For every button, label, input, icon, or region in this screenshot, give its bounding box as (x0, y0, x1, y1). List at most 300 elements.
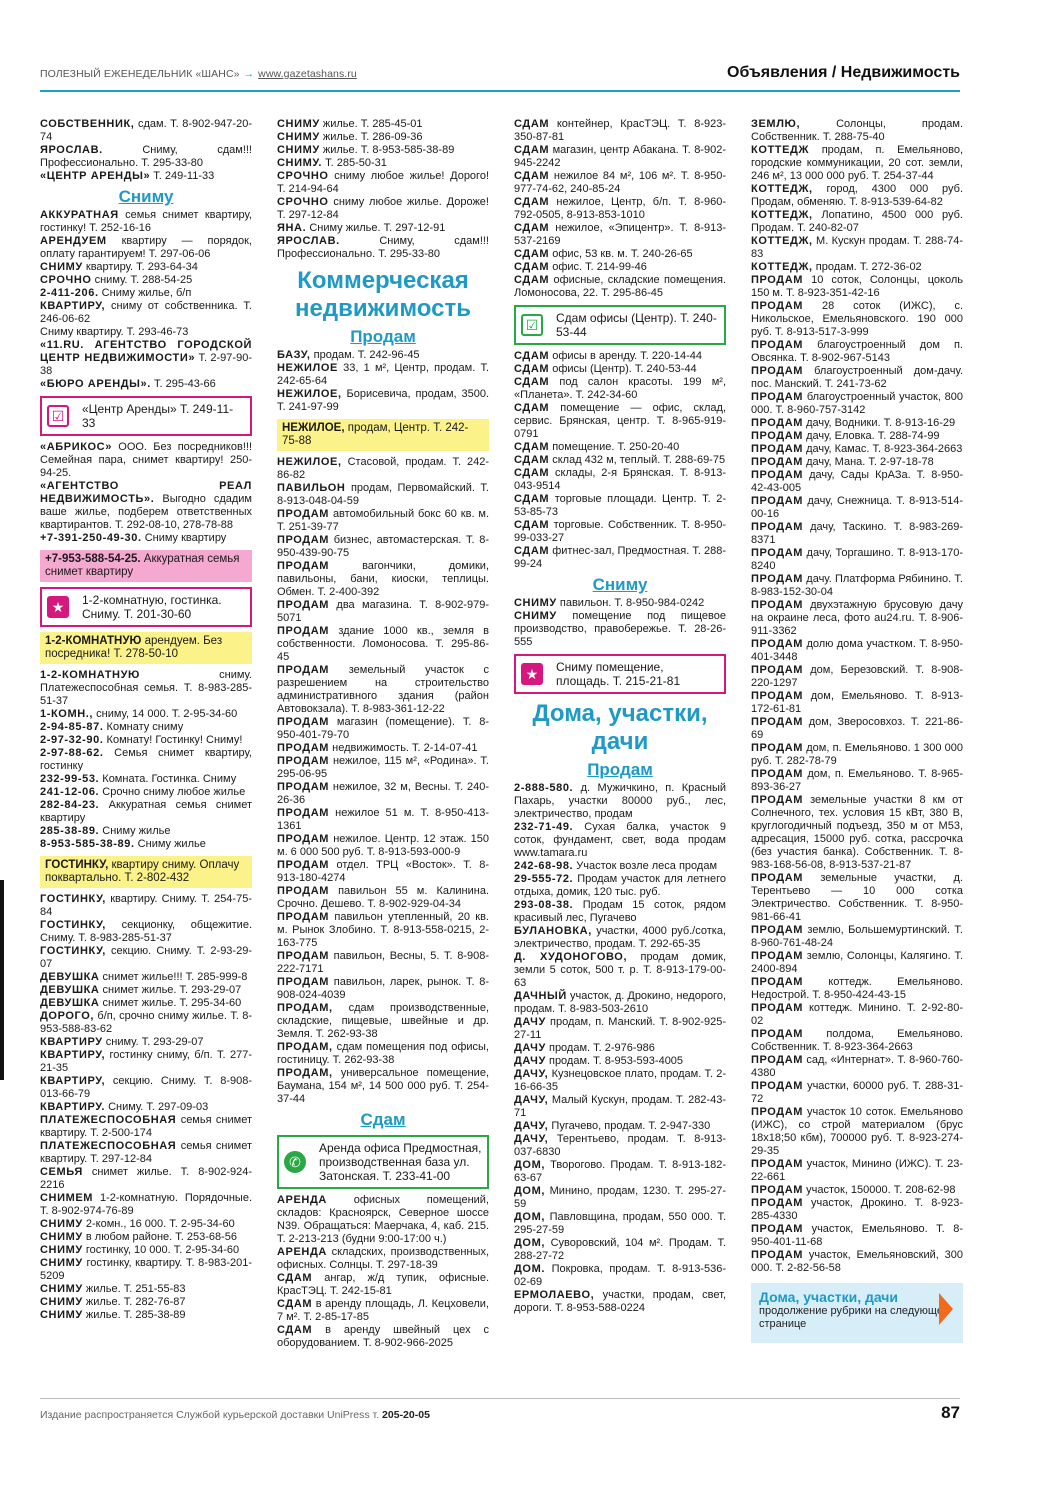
ad-text: дом, Емельяново. Т. 8-913-172-61-81 (751, 690, 963, 715)
ad-keyword: СНИМУ (277, 118, 320, 130)
ad-text: Стасовой, продам. Т. 242-86-82 (277, 456, 489, 481)
ad-text: сниму. Платежеспособная семья. Т. 8-983-285-51-37 (40, 669, 252, 707)
ad-text: павильон. Т. 8-950-984-0242 (559, 597, 705, 609)
ad-keyword: ПРОДАМ (277, 833, 330, 845)
ad-text: в аренду площадь, Л. Кецховели, 7 м². Т. 2-85-17-85 (277, 1298, 489, 1323)
classified-ad (751, 469, 963, 495)
ad-keyword: ДЕВУШКА (40, 971, 100, 983)
classified-ad (751, 664, 963, 690)
classified-ad (751, 300, 963, 339)
classified-ad (40, 1296, 252, 1309)
classified-ad (40, 669, 252, 708)
ad-keyword: ПРОДАМ (751, 1106, 804, 1118)
classified-ad (277, 1067, 489, 1106)
star-icon: ★ (47, 596, 69, 618)
ad-keyword: СРОЧНО (277, 196, 329, 208)
classified-ad (751, 1106, 963, 1158)
ad-keyword: АККУРАТНАЯ (40, 209, 119, 221)
classified-ad (277, 235, 489, 261)
ad-text: дачу, Мана. Т. 2-97-18-78 (806, 456, 934, 468)
ad-keyword: ПРОДАМ (277, 859, 330, 871)
classified-ad (514, 350, 726, 363)
ad-text: торговые. Собственник. Т. 8-950-99-033-27 (514, 519, 726, 544)
ad-keyword: СДАМ (514, 222, 550, 234)
classified-ad (514, 248, 726, 261)
ad-text: коттедж. Емельяново. Недострой. Т. 8-950-424-43-15 (751, 976, 963, 1001)
ad-text: жилье. Т. 286-09-36 (322, 131, 423, 143)
ad-text: павильон 55 м. Калинина. Срочно. Дешево. Т. 8-902-929-04-34 (277, 885, 489, 910)
framed-ad (40, 396, 252, 436)
ad-text: Суворовский, 104 м². Продам. Т. 288-27-72 (514, 1237, 726, 1262)
classified-ad (514, 610, 726, 649)
ad-text: нежилое, 32 м, Весны. Т. 240-26-36 (277, 781, 489, 806)
classified-ad (40, 838, 252, 851)
ad-keyword: 1-2-КОМНАТНУЮ (40, 669, 140, 681)
footer-distribution: Издание распространяется Службой курьерской доставки UniPress т. 205-20-05 (40, 1409, 430, 1421)
ad-text: б/п, срочно сниму жилье. Т. 8-953-588-83-62 (40, 1010, 252, 1035)
ad-text: М. Кускун продам. Т. 288-74-83 (751, 235, 963, 260)
ad-text: участки, 60000 руб. Т. 288-31-72 (751, 1080, 963, 1105)
phone-icon: ✆ (284, 1151, 306, 1173)
ad-keyword: СДАМ (514, 467, 550, 479)
ad-text: автомобильный бокс 60 кв. м. Т. 251-39-77 (277, 508, 489, 533)
ad-text: нежилое. Центр. 12 этаж. 150 м. 6 000 500 руб. Т. 8-913-593-000-9 (277, 833, 490, 858)
column-3 (514, 118, 726, 1315)
classified-ad (751, 872, 963, 924)
ad-text: 10 соток, Солонцы, цоколь 150 м. Т. 8-923-351-42-16 (751, 274, 963, 299)
classified-ad (40, 480, 252, 532)
classified-ad (40, 799, 252, 825)
ad-keyword: ПРОДАМ (751, 469, 804, 481)
ad-text: продам домик, земли 5 соток, 500 т. р. Т. 8-913-179-00-63 (514, 951, 727, 989)
ad-text: гостинку, квартиру. Т. 8-983-201-5209 (40, 1257, 252, 1282)
ad-keyword: СНИМУ (40, 1257, 83, 1269)
ad-keyword: СНИМУ (514, 597, 557, 609)
classified-ad (277, 144, 489, 157)
website-link[interactable]: www.gazetashans.ru (258, 68, 357, 80)
ad-text: снимет жилье. Т. 293-29-07 (102, 984, 242, 996)
ad-text: продам. Т. 242-96-45 (313, 349, 420, 361)
ad-keyword: ПРОДАМ (277, 716, 330, 728)
ad-text: участок, Минино (ИЖС). Т. 23-22-661 (751, 1158, 963, 1183)
ad-keyword: 2-97-32-90. (40, 734, 104, 746)
section-heading: Сниму (118, 187, 174, 206)
ad-keyword: ПРОДАМ (751, 495, 804, 507)
ad-keyword: ПРОДАМ (751, 1054, 804, 1066)
ad-keyword: «БЮРО АРЕНДЫ». (40, 378, 151, 390)
classified-ad (514, 519, 726, 545)
continuation-banner (751, 1283, 963, 1343)
ad-text: склады, 2-я Брянская. Т. 8-913-043-9514 (514, 467, 726, 492)
classified-ad (751, 391, 963, 417)
ad-text: нежилое 51 м. Т. 8-950-413-1361 (277, 807, 489, 832)
ad-keyword: СДАМ (277, 1298, 313, 1310)
ad-keyword: НЕЖИЛОЕ, (277, 388, 342, 400)
ad-keyword: ПРОДАМ (751, 976, 804, 988)
classified-ad (514, 363, 726, 376)
ad-text: Солонцы, продам. Собственник. Т. 288-75-40 (751, 118, 963, 143)
ad-text: недвижимость. Т. 2-14-07-41 (332, 742, 478, 754)
ad-text: сад, «Интернат». Т. 8-960-760-4380 (751, 1054, 963, 1079)
classified-ad (514, 196, 726, 222)
ad-text: сниму. Т. 288-54-25 (94, 274, 193, 286)
ad-text: снимет жилье. Т. 295-34-60 (102, 997, 242, 1009)
classified-ad (514, 1133, 726, 1159)
ad-text: Сниму, сдам!!! Профессионально. Т. 295-33-80 (40, 144, 252, 169)
classified-ad (277, 534, 489, 560)
classified-ad (514, 1159, 726, 1185)
classified-ad (277, 781, 489, 807)
ad-keyword: ГОСТИНКУ, (40, 945, 106, 957)
ad-keyword: 29-555-72. (514, 873, 574, 885)
classified-ad (514, 899, 726, 925)
classified-ad (514, 261, 726, 274)
ad-keyword: ПРОДАМ (277, 885, 330, 897)
classified-ad (277, 859, 489, 885)
ad-text: продам. Т. 8-953-593-4005 (548, 1055, 684, 1067)
banner-subtitle: продолжение рубрики на следующей странице (759, 1305, 950, 1330)
ad-keyword: ПРОДАМ (751, 1223, 804, 1235)
ad-keyword: ДОРОГО, (40, 1010, 95, 1022)
classified-ad (514, 873, 726, 899)
ad-text: Выгодно сдадим ваше жилье, подберем ответственных квартирантов. Т. 292-08-10, 278-78-88 (40, 493, 252, 531)
classified-ad (277, 222, 489, 235)
ad-keyword: ПРОДАМ (751, 1197, 804, 1209)
ad-keyword: ПРОДАМ (751, 872, 804, 884)
category-heading: Коммерческая недвижимость (295, 267, 471, 322)
classified-ad (277, 716, 489, 742)
ad-keyword: ПРОДАМ (277, 755, 330, 767)
classified-ad (751, 1197, 963, 1223)
category-heading: Дома, участки, дачи (532, 700, 708, 755)
ad-text: снимет жилье!!! Т. 285-999-8 (102, 971, 248, 983)
ad-keyword: 282-84-23. (40, 799, 100, 811)
ad-text: участок 10 соток. Емельяново (ИЖС), со строй материалом (брус 18х18;50 кбм), 700000 руб. Т. 8-923-274-29-35 (751, 1106, 963, 1157)
ad-keyword: АРЕНДУЕМ (40, 235, 107, 247)
ad-keyword: ДОМ, (514, 1159, 546, 1171)
ad-keyword: ПРОДАМ (751, 1002, 804, 1014)
classified-ad (277, 950, 489, 976)
ad-text: Минино, продам, 1230. Т. 295-27-59 (514, 1185, 726, 1210)
ad-text: Комната. Гостинка. Сниму (102, 773, 237, 785)
classified-ad (277, 131, 489, 144)
classified-ad (40, 1010, 252, 1036)
ad-keyword: ПРОДАМ (277, 807, 330, 819)
classified-ad (277, 833, 489, 859)
ad-keyword: ПРОДАМ (277, 625, 330, 637)
classified-ad (751, 1184, 963, 1197)
ad-text: офисные, складские помещения. Ломоносова, 22. Т. 295-86-45 (514, 274, 726, 299)
ad-text: квартиру сниму. Оплачу поквартально. Т. 2-802-432 (45, 859, 240, 884)
classified-ad (514, 597, 726, 610)
ad-keyword: БУЛАНОВКА, (514, 925, 592, 937)
ad-keyword: ГОСТИНКУ, (40, 919, 106, 931)
classified-ad (40, 209, 252, 235)
classified-ad (40, 945, 252, 971)
classified-ad (277, 456, 489, 482)
ad-text: Т. 2-97-90-38 (40, 352, 252, 377)
ad-text: Аккуратная семья снимет квартиру (45, 553, 240, 578)
ad-keyword: ПРОДАМ (277, 781, 330, 793)
ad-keyword: ПРОДАМ (751, 443, 804, 455)
classified-ad (40, 274, 252, 287)
checkbox-icon: ☑ (47, 405, 69, 427)
classified-ad (40, 1244, 252, 1257)
classified-ad (514, 1120, 726, 1133)
ad-keyword: СНИМУ (277, 131, 320, 143)
ad-text: сниму от собственника. Т. 246-06-62 (40, 300, 252, 325)
ad-keyword: ПРОДАМ (751, 573, 804, 585)
ad-text: сниму любое жилье! Дорого! Т. 214-94-64 (277, 170, 489, 195)
section-heading: Сдам (360, 1110, 406, 1129)
framed-ad (277, 1135, 489, 1189)
ad-text: жилье. Т. 285-38-89 (85, 1309, 186, 1321)
classified-ad (277, 170, 489, 196)
classified-ad (277, 807, 489, 833)
classified-ad (751, 339, 963, 365)
ad-text: офис, 53 кв. м. Т. 240-26-65 (552, 248, 693, 260)
classified-ad (277, 1298, 489, 1324)
ad-keyword: КОТТЕДЖ, (751, 183, 813, 195)
ad-text: дачу. Платформа Рябинино. Т. 8-983-152-30-04 (751, 573, 963, 598)
ad-keyword: ПРОДАМ (751, 950, 804, 962)
classified-ad (277, 976, 489, 1002)
classified-ad (751, 742, 963, 768)
ad-text: Павловщина, продам, 550 000. Т. 295-27-59 (514, 1211, 726, 1236)
ad-text: дачу, Сады КрАЗа. Т. 8-950-42-43-005 (751, 469, 964, 494)
classified-ad (514, 454, 726, 467)
ad-text: павильон, ларек, рынок. Т. 8-908-024-4039 (277, 976, 489, 1001)
classified-ad (277, 1324, 489, 1350)
ad-text: Продам участок для летнего отдыха, домик, 120 тыс. руб. (514, 873, 726, 898)
ad-text: в аренду швейный цех с оборудованием. Т. 8-902-966-2025 (277, 1324, 489, 1349)
ad-text: секционку, общежитие. Сниму. Т. 8-983-285-51-37 (40, 919, 252, 944)
framed-ad (514, 654, 726, 694)
ad-text: д. Мужичкино, п. Красный Пахарь, участки 80000 руб., лес, электричество, продам (514, 782, 726, 820)
classified-ad (751, 183, 963, 209)
ad-text: дачу, Еловка. Т. 288-74-99 (806, 430, 940, 442)
classified-ad (40, 170, 252, 183)
classified-ad (751, 716, 963, 742)
classified-ad (751, 690, 963, 716)
ad-keyword: СОБСТВЕННИК, (40, 118, 135, 130)
classified-ad (514, 545, 726, 571)
classified-ad (514, 467, 726, 493)
ad-keyword: АРЕНДА (277, 1246, 327, 1258)
banner-title: Дома, участки, дачи (759, 1289, 899, 1305)
ad-text: Малый Кускун, продам. Т. 282-43-71 (514, 1094, 726, 1119)
ad-keyword: СНИМУ (40, 1283, 83, 1295)
classified-ad (514, 782, 726, 821)
classified-ad (40, 1114, 252, 1140)
ad-keyword: ПРОДАМ (751, 716, 804, 728)
highlighted-ad (40, 856, 252, 888)
ad-keyword: ПРОДАМ (751, 547, 804, 559)
ad-keyword: КВАРТИРУ. (40, 1101, 105, 1113)
classified-ad (40, 261, 252, 274)
ad-keyword: 242-68-98. (514, 860, 574, 872)
ad-keyword: «АГЕНТСТВО РЕАЛ НЕДВИЖИМОСТЬ». (40, 480, 252, 505)
ad-keyword: ДАЧНЫЙ (514, 990, 567, 1002)
classified-ad (751, 1158, 963, 1184)
classified-ad (277, 755, 489, 781)
classified-ad (277, 118, 489, 131)
ad-keyword: СДАМ (514, 196, 550, 208)
classified-ad (40, 747, 252, 773)
ad-text: фитнес-зал, Предмостная. Т. 288-99-24 (514, 545, 726, 570)
ad-text: нежилое 84 м², 106 м². Т. 8-950-977-74-62, 240-85-24 (514, 170, 726, 195)
ad-text: Семья снимет квартиру, гостинку (40, 747, 252, 772)
ad-text: Кузнецовское плато, продам. Т. 2-16-66-35 (514, 1068, 726, 1093)
ad-text: офисных помещений, складов: Красноярск, Северное шоссе N39. Обращаться: Маерчака, 4, каб. 215. Т. 2-213-213 (будни 9:00-17:00 ч.) (277, 1194, 489, 1245)
ad-text: Т. 295-43-66 (153, 378, 216, 390)
ad-keyword: АРЕНДА (277, 1194, 327, 1206)
ad-text: квартиру. Сниму. Т. 254-75-84 (40, 893, 252, 918)
classified-ad (751, 144, 963, 183)
classified-ad (514, 1055, 726, 1068)
classified-ad (40, 326, 252, 339)
classified-ad (40, 893, 252, 919)
ad-text: нежилое, «Эпицентр». Т. 8-913-537-2169 (514, 222, 726, 247)
ad-text: участок, 150000. Т. 208-62-98 (806, 1184, 956, 1196)
classified-ad (40, 1101, 252, 1114)
classified-ad (277, 1002, 489, 1041)
ad-text: дачу, Снежница. Т. 8-913-514-00-16 (751, 495, 963, 520)
ad-keyword: «ЦЕНТР АРЕНДЫ» (40, 170, 151, 182)
ad-text: здание 1000 кв., земля в собственности. Ломоносова. Т. 295-86-45 (277, 625, 489, 663)
arrow-icon: → (243, 68, 255, 80)
classified-ad (40, 708, 252, 721)
classified-ad (514, 1068, 726, 1094)
page-number: 87 (941, 1403, 960, 1422)
ad-keyword: 8-953-585-38-89. (40, 838, 135, 850)
ad-keyword: КВАРТИРУ (40, 1036, 103, 1048)
ad-keyword: ПРОДАМ (751, 599, 804, 611)
ad-keyword: СДАМ (514, 402, 550, 414)
classified-ad (514, 951, 726, 990)
ad-keyword: ДАЧУ (514, 1016, 546, 1028)
section-title: Объявления / Недвижимость (727, 64, 960, 81)
classified-ad (40, 378, 252, 391)
classified-ad (751, 521, 963, 547)
ad-text: дом, Зверосовхоз. Т. 221-86-69 (751, 716, 963, 741)
ad-keyword: СДАМ (514, 441, 550, 453)
ad-keyword: СДАМ (514, 350, 550, 362)
section-heading: Продам (350, 327, 416, 346)
classified-ad (277, 911, 489, 950)
classified-ad (40, 786, 252, 799)
classified-ad (277, 349, 489, 362)
ad-keyword: СНИМУ (40, 261, 83, 273)
ad-keyword: 1-2-КОМНАТНУЮ (45, 635, 142, 647)
ad-keyword: ПРОДАМ (751, 794, 804, 806)
classified-ad (751, 950, 963, 976)
classified-ad (40, 1075, 252, 1101)
ad-text: продам, п. Емельяново, городские коммуникации, 20 сот. земли, 246 м², 13 000 000 руб. Т. 254-37-44 (751, 144, 963, 182)
ad-text: Т. 249-11-33 (153, 170, 215, 182)
ad-keyword: СДАМ (514, 454, 550, 466)
ad-text: под салон красоты. 199 м², «Планета». Т. 242-34-60 (514, 376, 726, 401)
ad-text: Сухая балка, участок 9 соток, фундамент, свет, вода продам www.tamara.ru (514, 821, 727, 859)
ad-keyword: СДАМ (277, 1272, 313, 1284)
ad-keyword: 232-99-53. (40, 773, 100, 785)
ad-keyword: 232-71-49. (514, 821, 574, 833)
ad-keyword: ДАЧУ (514, 1055, 546, 1067)
classified-ad (751, 417, 963, 430)
ad-text: контейнер, КрасТЭЦ. Т. 8-923-350-87-81 (514, 118, 726, 143)
ad-keyword: ПРОДАМ (751, 664, 804, 676)
ad-keyword: СНИМУ (514, 610, 557, 622)
ad-text: торговые площади. Центр. Т. 2-53-85-73 (514, 493, 726, 518)
ad-text: 2-комн., 16 000. Т. 2-95-34-60 (85, 1218, 235, 1230)
classified-ad (40, 825, 252, 838)
framed-ad-text: Сниму помещение, площадь. Т. 215-21-81 (556, 660, 681, 688)
ad-text: жилье. Т. 251-55-83 (85, 1283, 186, 1295)
ad-text: участок, Дрокино. Т. 8-923-285-4330 (751, 1197, 963, 1222)
ad-text: сдам производственные, складские, пищевые, швейные и др. Земля. Т. 262-93-38 (277, 1002, 489, 1040)
classified-ad (514, 1185, 726, 1211)
ad-text: ангар, ж/д тупик, офисные. КрасТЭЦ. Т. 242-15-81 (277, 1272, 489, 1297)
classified-ad (751, 365, 963, 391)
classified-ad (277, 388, 489, 414)
ad-text: секцию. Сниму. Т. 2-93-29-07 (40, 945, 252, 970)
ad-text: офисы в аренду. Т. 220-14-44 (552, 350, 703, 362)
classified-ad (277, 885, 489, 911)
ad-text: землю, Большемуртинский. Т. 8-960-761-48-24 (751, 924, 963, 949)
classified-ad (40, 919, 252, 945)
ad-text: Аккуратная семья снимет квартиру (40, 799, 252, 824)
ad-keyword: 241-12-06. (40, 786, 100, 798)
classified-ad (40, 773, 252, 786)
ad-keyword: ДЕВУШКА (40, 997, 100, 1009)
classified-ad (514, 1263, 726, 1289)
classified-ad (514, 118, 726, 144)
classified-ad (514, 402, 726, 441)
classified-ad (751, 794, 963, 872)
classified-ad (514, 222, 726, 248)
ad-keyword: Д. ХУДОНОГОВО, (514, 951, 628, 963)
classified-ad (277, 196, 489, 222)
ad-text: жилье. Т. 282-76-87 (85, 1296, 186, 1308)
ad-text: Сниму квартиру. Т. 293-46-73 (40, 326, 189, 338)
classified-ad (40, 721, 252, 734)
ad-keyword: СНИМЕМ (40, 1192, 94, 1204)
ad-text: Сниму жилье (102, 825, 171, 837)
ad-text: Борисевича, продам, 3500. Т. 241-97-99 (277, 388, 489, 413)
ad-text: помещение — офис, склад, сервис. Брянская, центр. Т. 8-965-919-0791 (514, 402, 727, 440)
ad-keyword: ПРОДАМ (751, 300, 804, 312)
classified-ad (751, 274, 963, 300)
ad-keyword: ПРОДАМ (751, 1184, 804, 1196)
classified-ad (751, 118, 963, 144)
ad-text: Пугачево, продам. Т. 2-947-330 (551, 1120, 711, 1132)
classified-ad (751, 443, 963, 456)
highlighted-ad (40, 632, 252, 664)
ad-text: Сниму, сдам!!! Профессионально. Т. 295-33-80 (277, 235, 489, 260)
classified-ad (40, 1218, 252, 1231)
classified-ad (514, 1094, 726, 1120)
ad-text: полдома, Емельяново. Собственник. Т. 8-923-364-2663 (751, 1028, 963, 1053)
ad-keyword: 1-КОМН., (40, 708, 94, 720)
ad-text: коттедж. Минино. Т. 2-92-80-02 (751, 1002, 963, 1027)
classified-ad (40, 144, 252, 170)
classified-ad (40, 984, 252, 997)
classified-ad (277, 508, 489, 534)
classified-ad (277, 625, 489, 664)
ad-keyword: ДАЧУ, (514, 1094, 549, 1106)
ad-keyword: ПРОДАМ (751, 430, 804, 442)
ad-text: дачу, Торгашино. Т. 8-913-170-8240 (751, 547, 963, 572)
